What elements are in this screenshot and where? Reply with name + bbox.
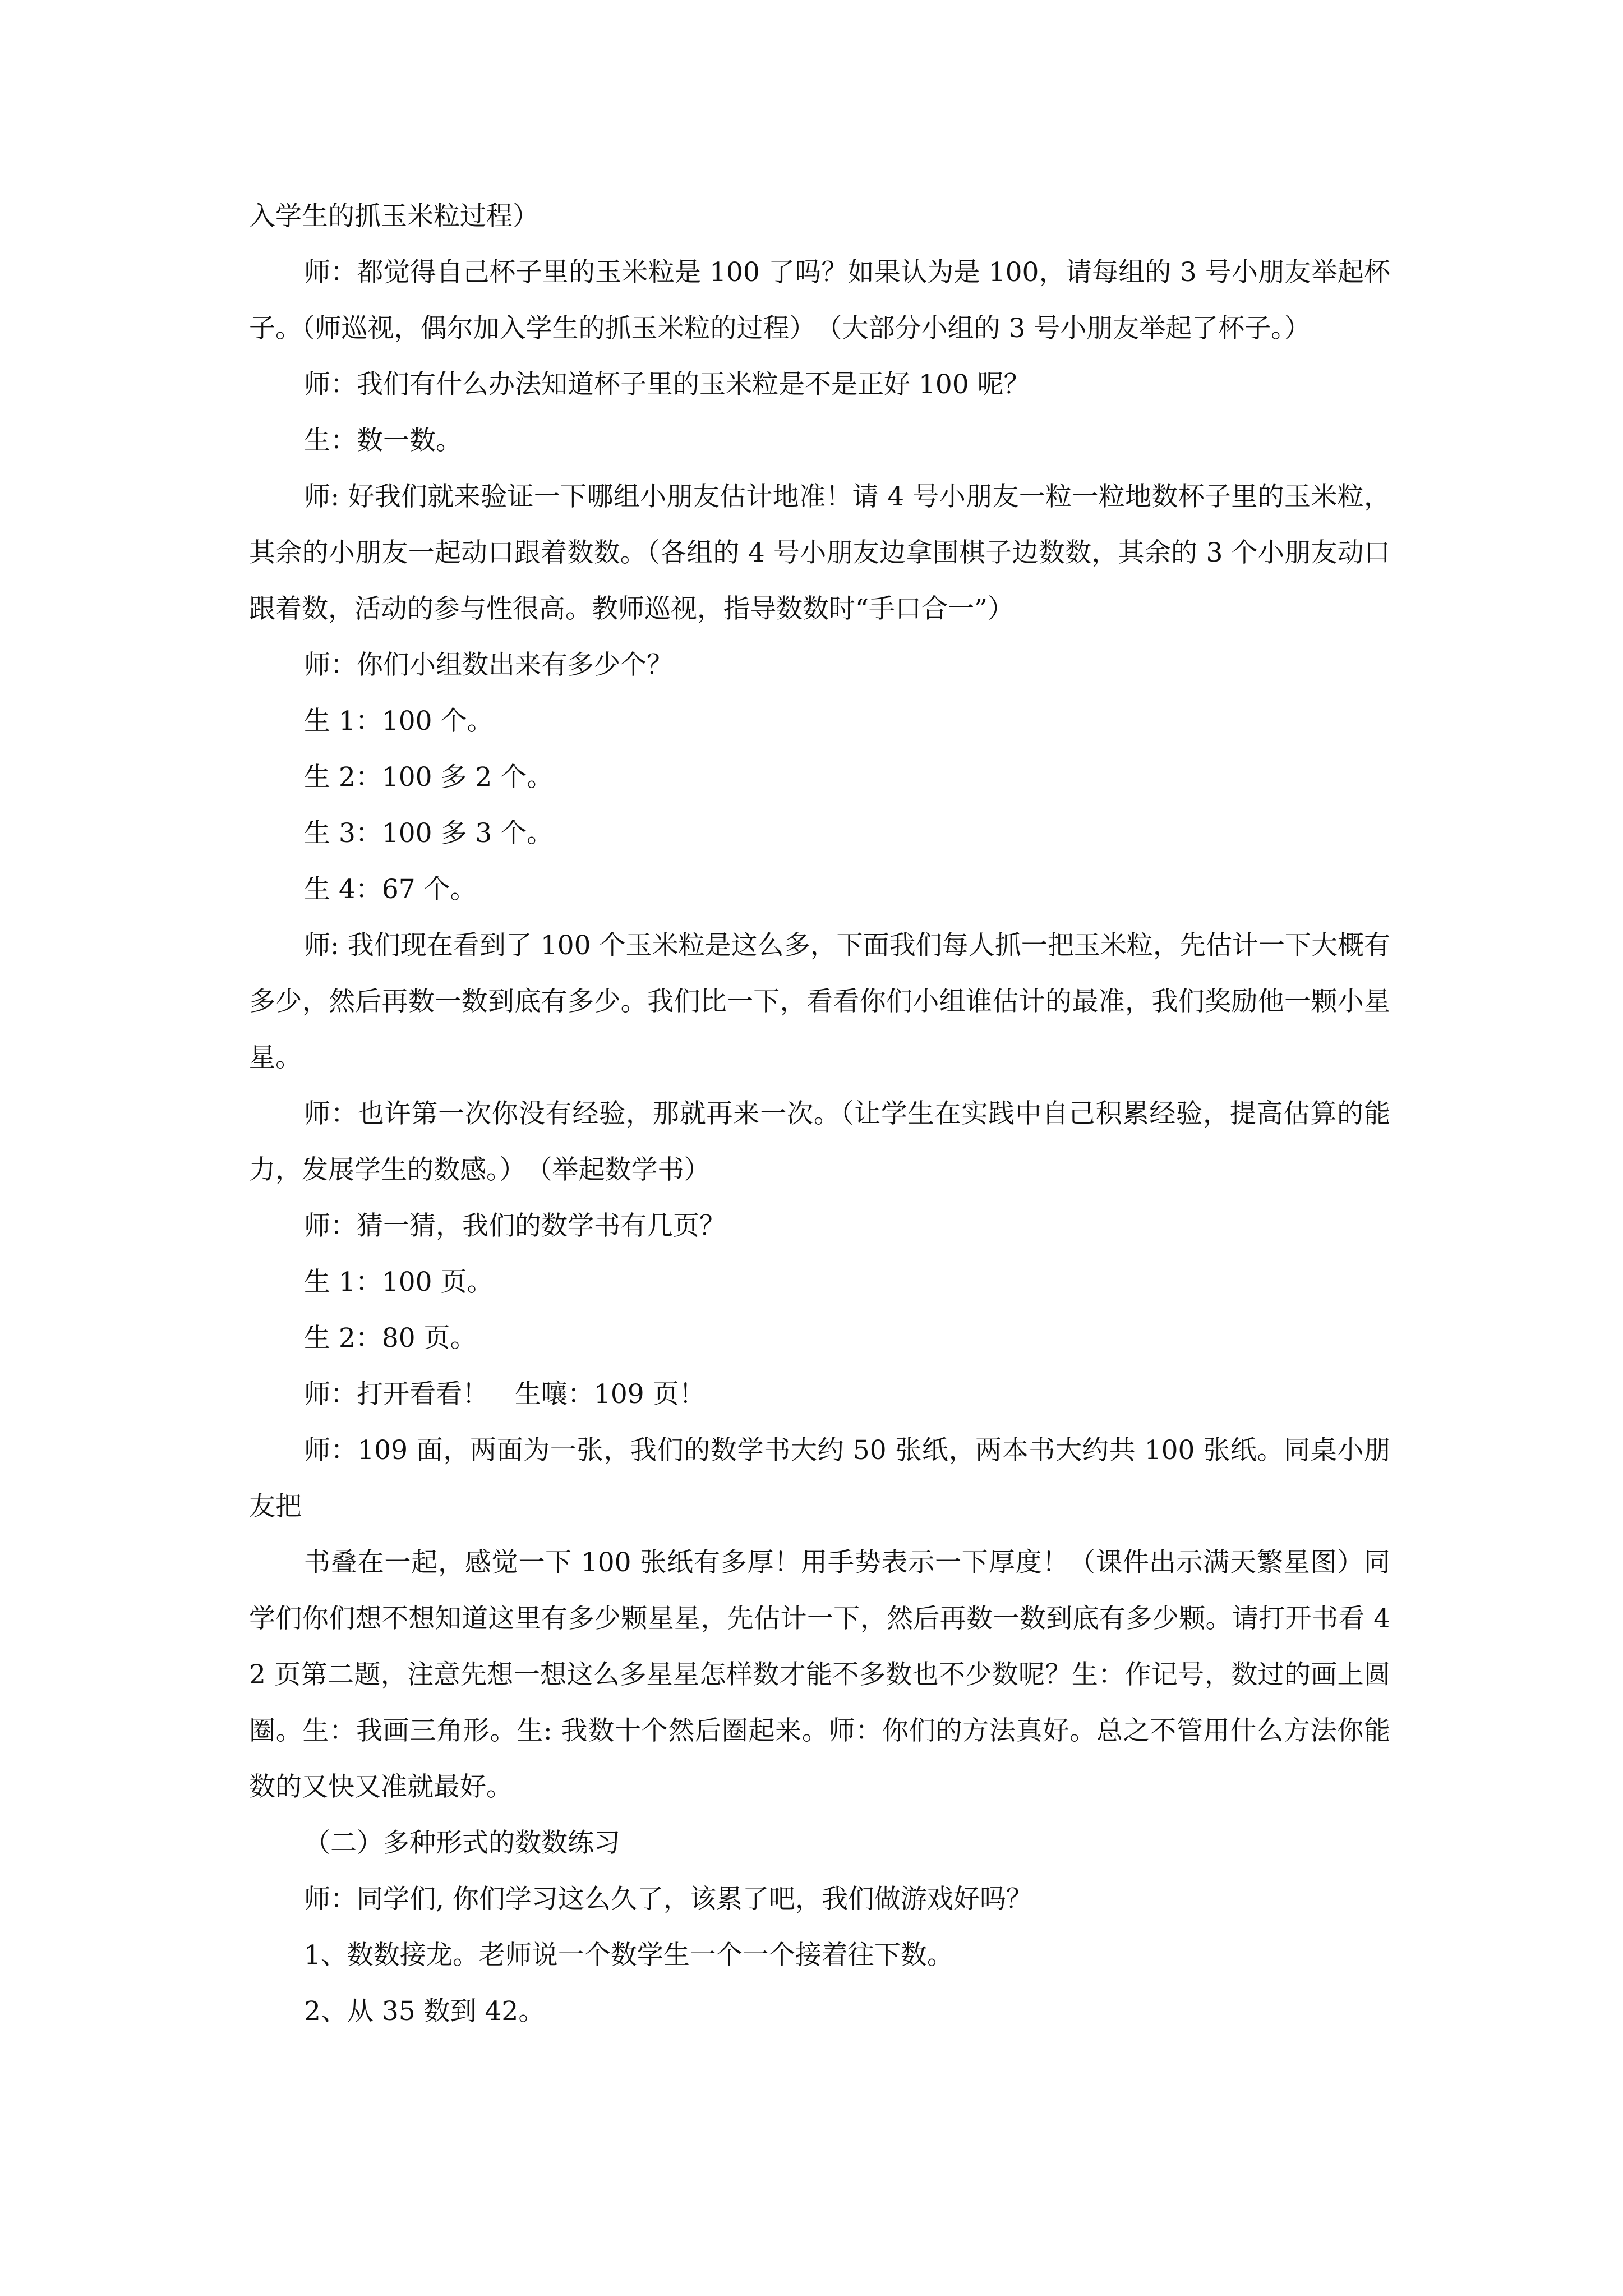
paragraph-continuation: 入学生的抓玉米粒过程） [249,201,539,232]
paragraph-student-1-pages: 生 1：100 页。 [304,1267,494,1297]
paragraph-teacher-paper-count: 师：109 面，两面为一张，我们的数学书大约 50 张纸，两本书大约共 100 张纸。同桌小朋友把 [249,1435,1390,1522]
paragraph-teacher-estimate-handful: 师: 我们现在看到了 100 个玉米粒是这么多，下面我们每人抓一把玉米粒，先估计一下大概有多少，然后再数一数到底有多少。我们比一下，看看你们小组谁估计的最准，我们奖励他一颗小星星。 [249,930,1390,1073]
paragraph-teacher-open-book: 师：打开看看！ 生嚷：109 页！ [304,1379,706,1410]
section-heading-counting-practice: （二）多种形式的数数练习 [304,1828,620,1858]
paragraph-student-1-answer: 生 1：100 个。 [304,706,494,737]
paragraph-student-2-answer: 生 2：100 多 2 个。 [304,762,554,793]
paragraph-student-count: 生：数一数。 [304,425,462,456]
paragraph-teacher-how-many: 师：你们小组数出来有多少个？ [304,650,673,680]
paragraph-teacher-question-cups: 师：都觉得自己杯子里的玉米粒是 100 了吗？如果认为是 100，请每组的 3 号小朋友举起杯子。（师巡视，偶尔加入学生的抓玉米粒的过程） （大部分小组的 3 号小朋友举起了杯子。） [249,257,1390,344]
paragraph-teacher-how-to-know: 师：我们有什么办法知道杯子里的玉米粒是不是正好 100 呢？ [304,369,1030,400]
paragraph-stars-activity: 书叠在一起，感觉一下 100 张纸有多厚！用手势表示一下厚度！（课件出示满天繁星图）同学们你们想不想知道这里有多少颗星星，先估计一下，然后再数一数到底有多少颗。请打开书看 42 页第二题，注意先想一想这么多星星怎样数才能不多数也不少数呢？生：作记号，数过的画上圆圈。生：我画三角形。生: 我数十个然后圈起来。师：你们的方法真好。总之不管用什么方法你能数的又快又准就最好。 [249,1547,1390,1802]
paragraph-teacher-try-again: 师：也许第一次你没有经验，那就再来一次。（让学生在实践中自己积累经验，提高估算的能力，发展学生的数感。） （举起数学书） [249,1098,1390,1185]
list-item-count-35-to-42: 2、从 35 数到 42。 [304,1996,545,2027]
paragraph-student-2-pages: 生 2：80 页。 [304,1323,477,1354]
paragraph-teacher-verify: 师: 好我们就来验证一下哪组小朋友估计地准！请 4 号小朋友一粒一粒地数杯子里的玉米粒，其余的小朋友一起动口跟着数数。（各组的 4 号小朋友边拿围棋子边数数，其余的 3 个小朋友动口跟着数，活动的参与性很高。教师巡视，指导数数时“手口合一”） [249,481,1390,624]
paragraph-student-3-answer: 生 3：100 多 3 个。 [304,818,554,849]
paragraph-teacher-game: 师：同学们, 你们学习这么久了，该累了吧，我们做游戏好吗？ [304,1884,1032,1915]
document-body [249,188,1390,2040]
list-item-counting-relay: 1、数数接龙。老师说一个数学生一个一个接着往下数。 [304,1940,953,1971]
paragraph-teacher-guess-pages: 师：猜一猜，我们的数学书有几页？ [304,1211,726,1241]
paragraph-student-4-answer: 生 4：67 个。 [304,874,477,905]
